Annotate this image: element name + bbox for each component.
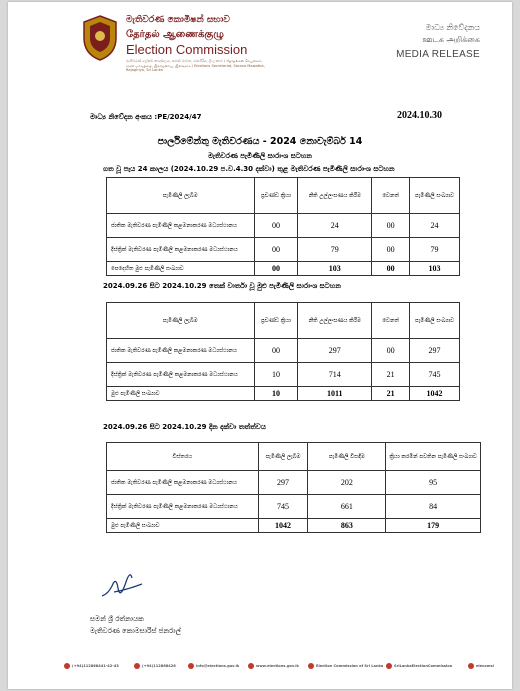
cell-value: 24 (298, 214, 372, 238)
cell-value: 297 (410, 339, 460, 363)
media-release-tamil: ஊடக அறிக்கை (422, 35, 480, 44)
row-label: දිස්ත්‍රික් මැතිවරණ පැමිණිලි කළමනාකරණ මධ්‍යස්ථානය (107, 238, 255, 262)
cell-value: 10 (254, 363, 298, 387)
cell-value: 297 (298, 339, 372, 363)
cell-value: 714 (298, 363, 372, 387)
footer-fax: (+94)112868426 (134, 663, 176, 669)
twitter-icon (386, 663, 392, 669)
cell-value: 00 (372, 339, 410, 363)
section-3-heading: 2024.09.26 සිට 2024.10.29 දින දක්වා තත්ත්වය (103, 423, 266, 431)
cell-value: 745 (258, 495, 308, 519)
total-value: 00 (372, 262, 410, 276)
table-row (107, 495, 481, 519)
signatory-title: මැතිවරණ කොමසාරිස් ජනරාල් (90, 627, 181, 635)
row-label: මුළු පැමිණිලි සංඛ්‍යාව (107, 519, 259, 533)
table-row (107, 339, 460, 363)
cell-value: 00 (254, 238, 298, 262)
footer-twitter[interactable]: SriLankaElectionCommission (386, 663, 452, 669)
cell-value: 00 (372, 214, 410, 238)
footer-email[interactable]: info@elections.gov.lk (188, 663, 239, 669)
signature-image (98, 564, 148, 604)
table-row (107, 363, 460, 387)
media-release-page (8, 2, 512, 689)
total-value: 1042 (410, 387, 460, 401)
cell-value: 79 (410, 238, 460, 262)
total-value: 1042 (258, 519, 308, 533)
document-title: පාර්ලිමේන්තු මැතිවරණය - 2024 නොවැම්බර් 14 (157, 136, 363, 147)
table-total-row (107, 387, 460, 401)
column-header: නීති උල්ලංඝණය කිරීම (298, 303, 372, 339)
footer-handle[interactable]: elecomsl (468, 663, 494, 669)
cell-value: 00 (254, 339, 298, 363)
row-label: පෙදෙහිත මුළු පැමිණිලි සංඛ්‍යාව (107, 262, 255, 276)
cell-value: 661 (308, 495, 386, 519)
column-header: වෙනත් (372, 303, 410, 339)
table-row (107, 214, 460, 238)
column-header: පැමිණිලි සංඛ්‍යාව (410, 178, 460, 214)
column-header: පැමිණිලි ලැබීම (107, 178, 255, 214)
commission-name-sinhala: මැතිවරණ කොමිෂන් සභාව (126, 15, 230, 25)
total-value: 863 (308, 519, 386, 533)
commission-name-tamil: தேர்தல் ஆணைக்குழு (126, 29, 224, 40)
total-value: 10 (254, 387, 298, 401)
complaints-status-table (106, 442, 481, 533)
row-label: ජාතික මැතිවරණ පැමිණිලි කළමනාකරණ මධ්‍යස්ථානය (107, 214, 255, 238)
reference-number: මාධ්‍ය නිවේදන අංකය :PE/2024/47 (90, 113, 202, 121)
row-label: ජාතික මැතිවරණ පැමිණිලි කළමනාකරණ මධ්‍යස්ථානය (107, 339, 255, 363)
cell-value: 95 (386, 471, 481, 495)
document-subtitle: මැතිවරණ පැමිණිලි සාරාංශ සටහන (208, 152, 312, 160)
letterhead (8, 2, 512, 82)
column-header: පැමිණිලි සංඛ්‍යාව (410, 303, 460, 339)
footer-phone: (+94)112868441-42-43 (64, 663, 119, 669)
table-row (107, 471, 481, 495)
footer-website[interactable]: www.elections.gov.lk (248, 663, 299, 669)
column-header: නීති උල්ලංඝණය කිරීම (298, 178, 372, 214)
column-header: වෙනත් (372, 178, 410, 214)
media-release-english: MEDIA RELEASE (396, 49, 480, 60)
row-label: මුළු පැමිණිලි සංඛ්‍යාව (107, 387, 255, 401)
column-header: විස්තරය (107, 443, 259, 471)
footer-facebook[interactable]: Election Commission of Sri Lanka (308, 663, 383, 669)
cell-value: 84 (386, 495, 481, 519)
cell-value: 24 (410, 214, 460, 238)
column-header: ප්‍රචණ්ඩ ක්‍රියා (254, 303, 298, 339)
column-header: පැමිණිලි විසඳීම (308, 443, 386, 471)
commission-address: මැතිවරණ ලේකම් කාර්යාලය, සරණ මාවත, රාජගිරිය, ශ්‍රී ලංකාව / தேர்தல்கள் செயலகம், சரண மாவத்தை, இராஜகிரிய, இலங்கை / Elections Secretariat, Sarana Mawatha, Rajagiriya, Sri Lanka (126, 59, 265, 73)
row-label: ජාතික මැතිවරණ පැමිණිලි කළමනාකරණ මධ්‍යස්ථානය (107, 471, 259, 495)
column-header: ක්‍රියා කරමින් පවතින පැමිණිලි සංඛ්‍යාව (386, 443, 481, 471)
total-value: 103 (298, 262, 372, 276)
phone-icon (64, 663, 70, 669)
table-header-row (107, 443, 481, 471)
section-2-heading: 2024.09.26 සිට 2024.10.29 තෙක් වාර්තා වූ මුළු පැමිණිලි සාරාංශ සටහන (103, 282, 341, 290)
election-commission-seal-icon (80, 14, 120, 62)
column-header: ප්‍රචණ්ඩ ක්‍රියා (254, 178, 298, 214)
total-value: 00 (254, 262, 298, 276)
globe-icon (248, 663, 254, 669)
table-total-row (107, 262, 460, 276)
total-value: 1011 (298, 387, 372, 401)
column-header: පැමිණිලි ලැබීම (258, 443, 308, 471)
row-label: දිස්ත්‍රික් මැතිවරණ පැමිණිලි කළමනාකරණ මධ්‍යස්ථානය (107, 363, 255, 387)
cell-value: 00 (372, 238, 410, 262)
commission-name-english: Election Commission (126, 42, 248, 57)
complaints-cumulative-table (106, 302, 460, 401)
cell-value: 745 (410, 363, 460, 387)
column-header: පැමිණිලි ලැබීම (107, 303, 255, 339)
row-label: දිස්ත්‍රික් මැතිවරණ පැමිණිලි කළමනාකරණ මධ්‍යස්ථානය (107, 495, 259, 519)
cell-value: 202 (308, 471, 386, 495)
total-value: 103 (410, 262, 460, 276)
cell-value: 297 (258, 471, 308, 495)
facebook-icon (308, 663, 314, 669)
media-release-sinhala: මාධ්‍ය නිවේදනය (425, 23, 480, 32)
table-header-row (107, 303, 460, 339)
instagram-icon (468, 663, 474, 669)
fax-icon (134, 663, 140, 669)
cell-value: 00 (254, 214, 298, 238)
cell-value: 21 (372, 363, 410, 387)
total-value: 179 (386, 519, 481, 533)
total-value: 21 (372, 387, 410, 401)
table-row (107, 238, 460, 262)
section-1-heading: ගත වූ පැය 24 කාලය (2024.10.29 ප.ව.4.30 දක්වා) තුළ මැතිවරණ පැමිණිලි සාරාංශ සටහන (103, 165, 395, 173)
complaints-24h-table (106, 177, 460, 276)
table-total-row (107, 519, 481, 533)
cell-value: 79 (298, 238, 372, 262)
table-header-row (107, 178, 460, 214)
release-date: 2024.10.30 (397, 110, 442, 121)
signatory-name: සමන් ශ්‍රී රත්නායක (90, 615, 144, 623)
contact-footer (8, 663, 512, 675)
email-icon (188, 663, 194, 669)
